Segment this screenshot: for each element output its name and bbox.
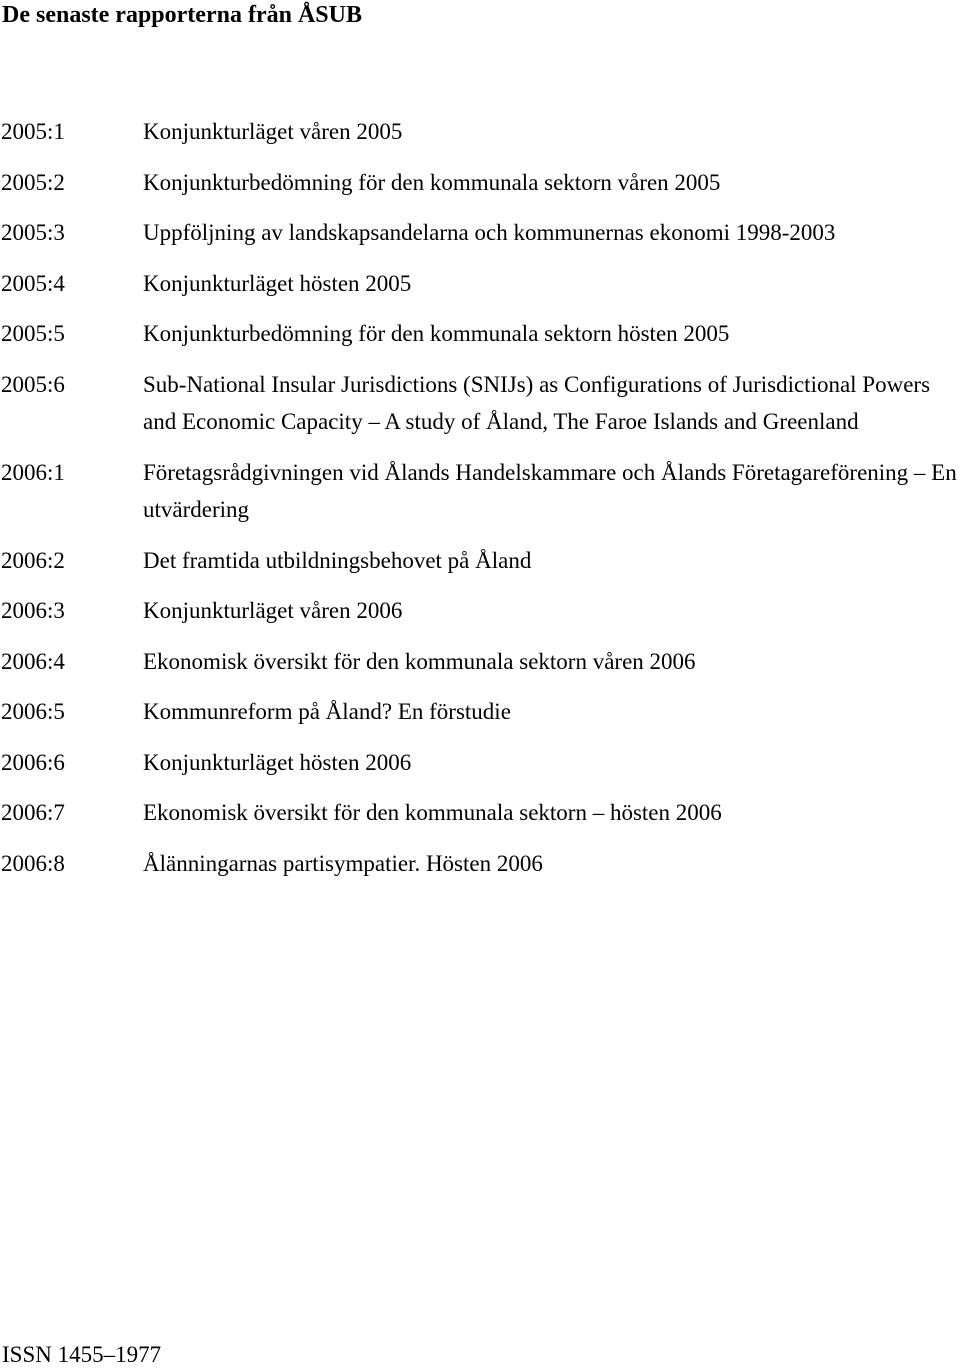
report-number: 2005:5 <box>1 321 65 346</box>
report-title: Konjunkturläget våren 2005 <box>143 119 403 144</box>
list-item <box>0 542 960 580</box>
report-title: Uppföljning av landskapsandelarna och kommunernas ekonomi 1998-2003 <box>143 220 836 245</box>
page-title: De senaste rapporterna från ÅSUB <box>2 2 362 28</box>
report-title: Konjunkturläget hösten 2005 <box>143 270 412 296</box>
list-item <box>0 592 960 630</box>
list-item <box>0 454 960 529</box>
report-number: 2006:5 <box>1 699 65 724</box>
list-item <box>0 643 960 681</box>
report-number: 2006:4 <box>1 648 65 674</box>
report-title: Ekonomisk översikt för den kommunala sektorn våren 2006 <box>143 648 696 674</box>
report-title: Konjunkturbedömning för den kommunala sektorn hösten 2005 <box>143 321 730 346</box>
list-item <box>0 693 960 731</box>
list-item <box>0 265 960 303</box>
report-title: Sub-National Insular Jurisdictions (SNIJs) as Configurations of Jurisdictional Powers and Economic Capacity – A study of Åland, The Faroe Islands and Greenland <box>143 371 931 434</box>
list-item <box>0 744 960 782</box>
report-title: Kommunreform på Åland? En förstudie <box>143 699 511 724</box>
report-number: 2006:2 <box>1 547 65 573</box>
list-item <box>0 845 960 883</box>
report-number: 2006:8 <box>1 850 65 876</box>
list-item <box>0 214 960 252</box>
report-title: Konjunkturbedömning för den kommunala sektorn våren 2005 <box>143 169 721 195</box>
report-number: 2006:7 <box>1 800 65 825</box>
report-title: Ekonomisk översikt för den kommunala sektorn – hösten 2006 <box>143 800 722 825</box>
report-number: 2005:1 <box>1 119 65 144</box>
list-item <box>0 315 960 353</box>
report-number: 2005:6 <box>1 371 65 397</box>
report-number: 2005:4 <box>1 270 65 296</box>
issn-number: ISSN 1455–1977 <box>2 1342 162 1367</box>
list-item <box>0 366 960 441</box>
report-title: Ålänningarnas partisympatier. Hösten 2006 <box>143 850 543 876</box>
report-number: 2006:3 <box>1 598 65 623</box>
report-number: 2005:3 <box>1 220 65 245</box>
report-number: 2005:2 <box>1 169 65 195</box>
report-title: Konjunkturläget våren 2006 <box>143 598 403 623</box>
report-title: Företagsrådgivningen vid Ålands Handelskammare och Ålands Företagareförening – En utvärdering <box>143 459 957 522</box>
report-title: Det framtida utbildningsbehovet på Åland <box>143 547 532 573</box>
report-title: Konjunkturläget hösten 2006 <box>143 749 412 775</box>
report-number: 2006:1 <box>1 459 65 485</box>
list-item <box>0 794 960 832</box>
list-item <box>0 113 960 151</box>
report-list <box>0 113 960 895</box>
list-item <box>0 164 960 202</box>
report-number: 2006:6 <box>1 749 65 775</box>
